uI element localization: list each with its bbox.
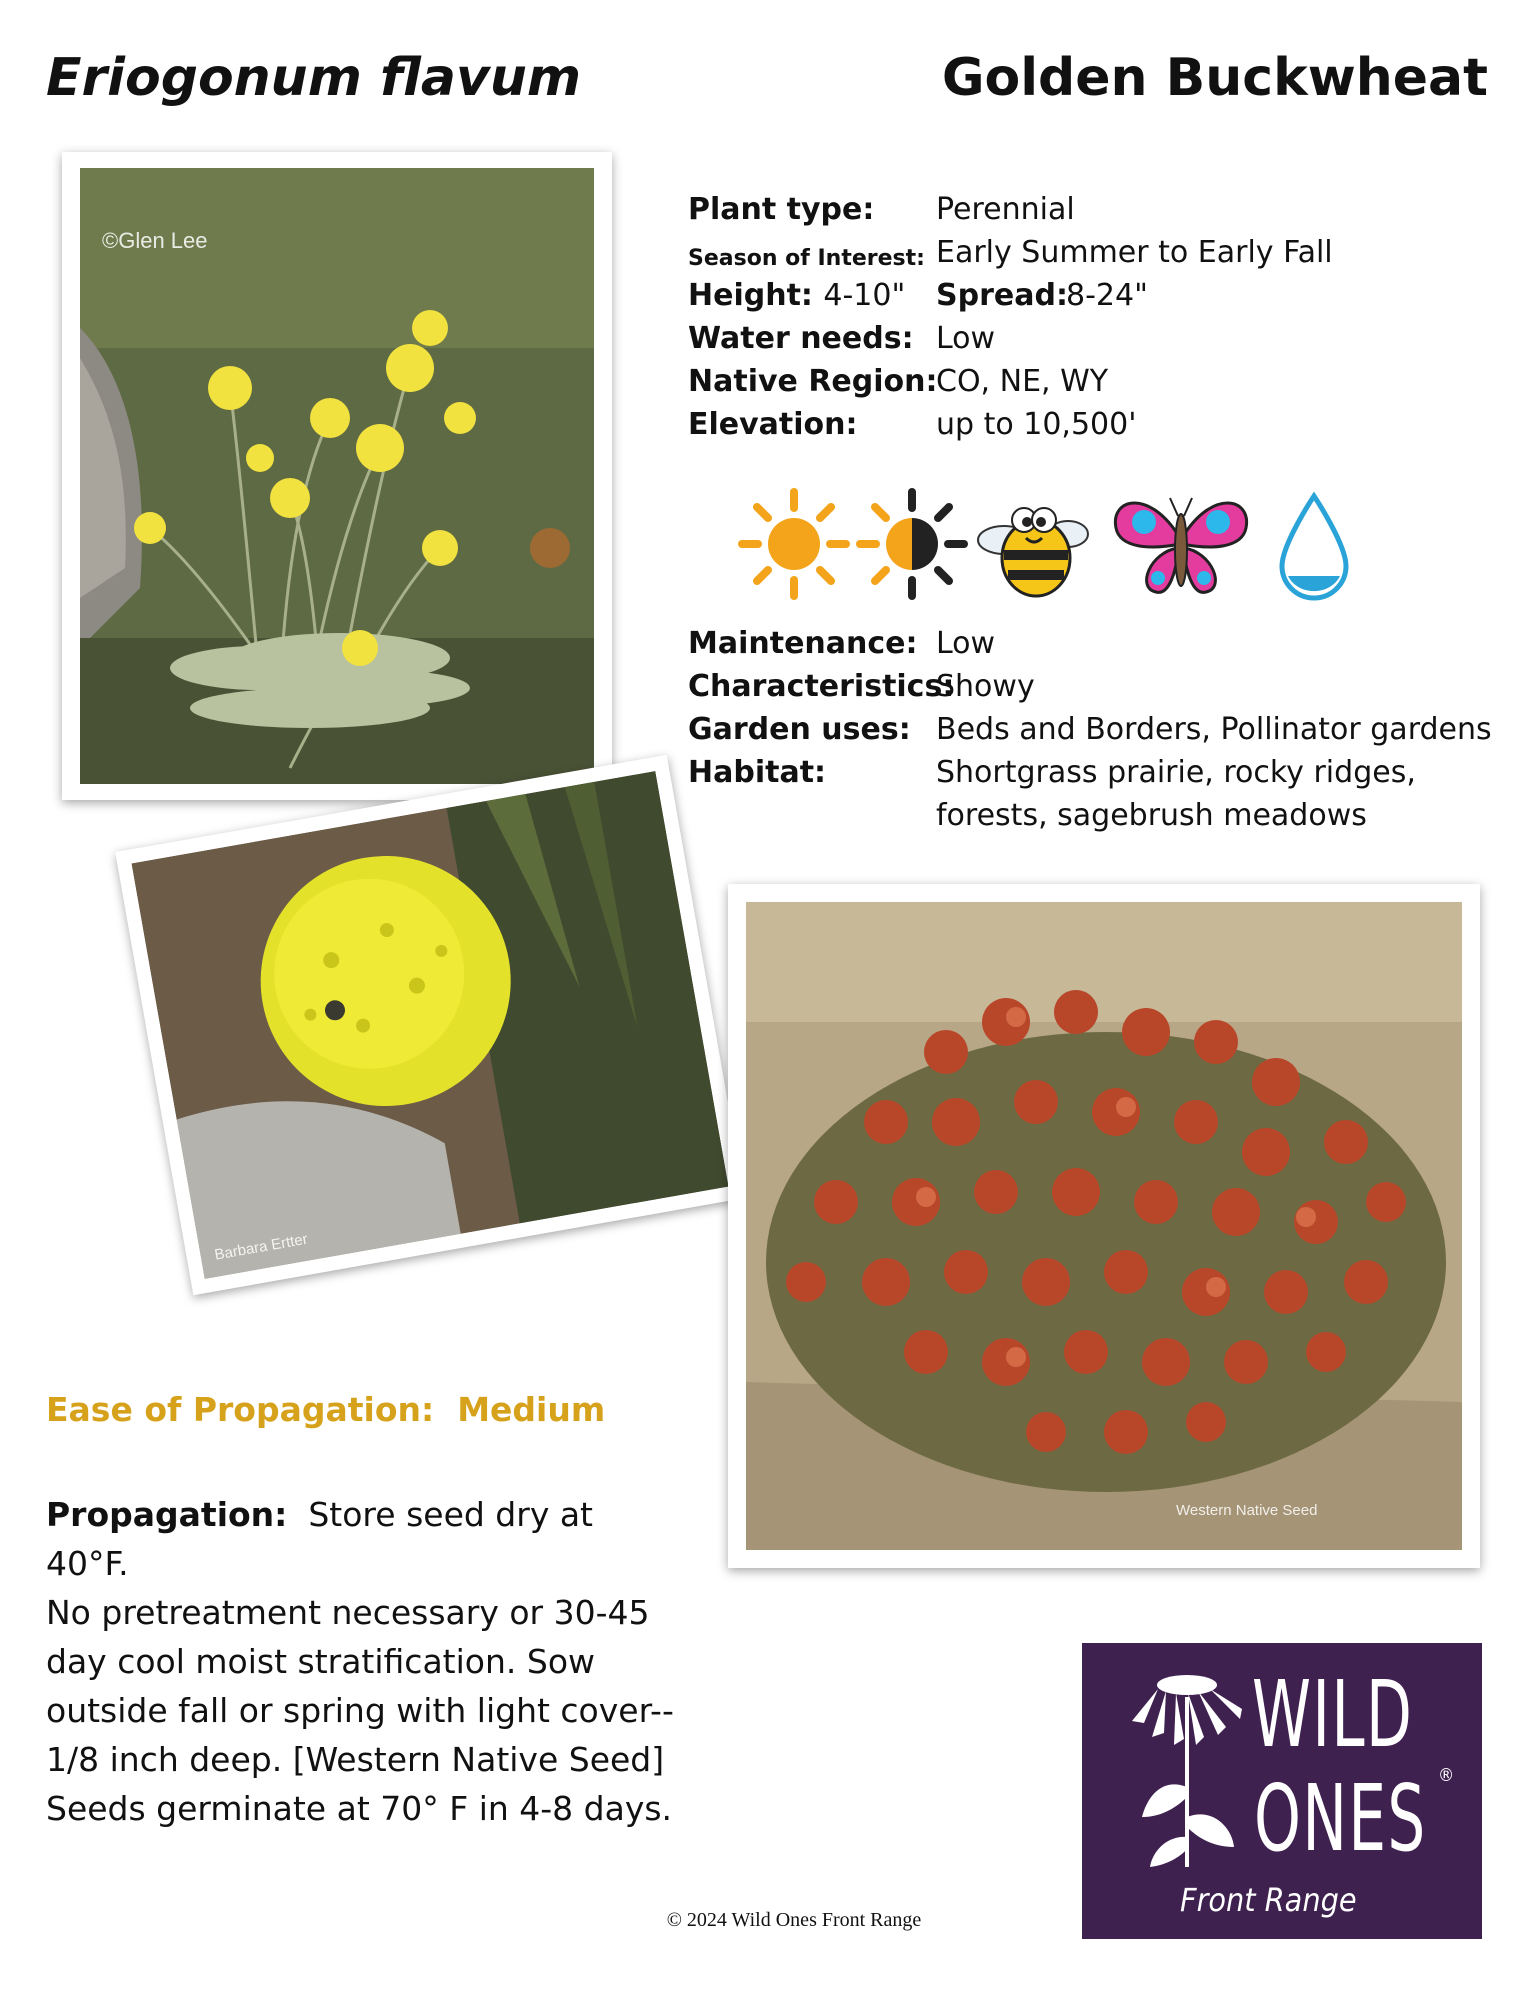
copyright-footer: © 2024 Wild Ones Front Range — [666, 1909, 922, 1931]
propagation-line: Store seed dry at 40°F. — [46, 1495, 594, 1583]
water-value: Low — [936, 321, 996, 356]
maintenance-value: Low — [936, 626, 996, 661]
height-value: 4-10" — [823, 278, 906, 313]
bee-icon — [974, 488, 1092, 606]
logo-ones: ONES — [1254, 1765, 1427, 1872]
common-name: Golden Buckwheat — [941, 48, 1488, 108]
photo-red-mound — [728, 884, 1480, 1568]
propagation-title: Propagation: — [46, 1495, 288, 1534]
ease-value: Medium — [457, 1390, 606, 1429]
water-label: Water needs: — [688, 321, 914, 356]
elevation-label: Elevation: — [688, 407, 858, 442]
photo-credit: Western Native Seed — [1176, 1502, 1318, 1519]
season-label: Season of Interest: — [688, 246, 925, 271]
coneflower-icon — [1122, 1667, 1252, 1877]
plant-type-value: Perennial — [936, 192, 1075, 227]
spread-label: Spread: — [936, 278, 1068, 313]
photo-plant-clump — [62, 152, 612, 800]
propagation-line: outside fall or spring with light cover-- — [46, 1691, 674, 1730]
season-value: Early Summer to Early Fall — [936, 235, 1333, 270]
region-value: CO, NE, WY — [936, 364, 1109, 399]
habitat-value-line2: forests, sagebrush meadows — [936, 798, 1367, 833]
garden-label: Garden uses: — [688, 712, 911, 747]
garden-value: Beds and Borders, Pollinator gardens — [936, 712, 1492, 747]
maintenance-label: Maintenance: — [688, 626, 918, 661]
logo-registered: ® — [1438, 1765, 1455, 1786]
logo-front-range: Front Range — [1180, 1881, 1357, 1919]
elevation-value: up to 10,500' — [936, 407, 1137, 442]
propagation-line: day cool moist stratification. Sow — [46, 1642, 595, 1681]
full-sun-icon — [738, 488, 850, 600]
scientific-name: Eriogonum flavum — [46, 48, 582, 108]
part-sun-icon — [856, 488, 968, 600]
region-label: Native Region: — [688, 364, 938, 399]
photo-credit: Barbara Ertter — [213, 1230, 309, 1264]
butterfly-icon — [1110, 488, 1252, 606]
photo-flower-closeup — [115, 755, 745, 1295]
characteristics-value: Showy — [936, 669, 1035, 704]
photo-credit: ©Glen Lee — [102, 228, 208, 253]
attribute-icons — [738, 488, 1366, 606]
habitat-value-line1: Shortgrass prairie, rocky ridges, — [936, 755, 1416, 790]
propagation-line: No pretreatment necessary or 30-45 — [46, 1593, 650, 1632]
spread-value: 8-24" — [1066, 278, 1148, 313]
wild-ones-logo — [1082, 1643, 1482, 1939]
ease-of-propagation — [46, 1390, 605, 1429]
ease-label: Ease of Propagation: — [46, 1390, 435, 1429]
characteristics-label: Characteristics: — [688, 669, 955, 704]
propagation-line: 1/8 inch deep. [Western Native Seed] — [46, 1740, 665, 1779]
propagation-text — [46, 1490, 686, 1833]
propagation-line: Seeds germinate at 70° F in 4-8 days. — [46, 1789, 673, 1828]
low-water-drop-icon — [1274, 488, 1354, 606]
height-label: Height: 4-10" — [688, 278, 906, 313]
plant-type-label: Plant type: — [688, 192, 875, 227]
habitat-label: Habitat: — [688, 755, 827, 790]
logo-wild: WILD — [1252, 1661, 1414, 1768]
